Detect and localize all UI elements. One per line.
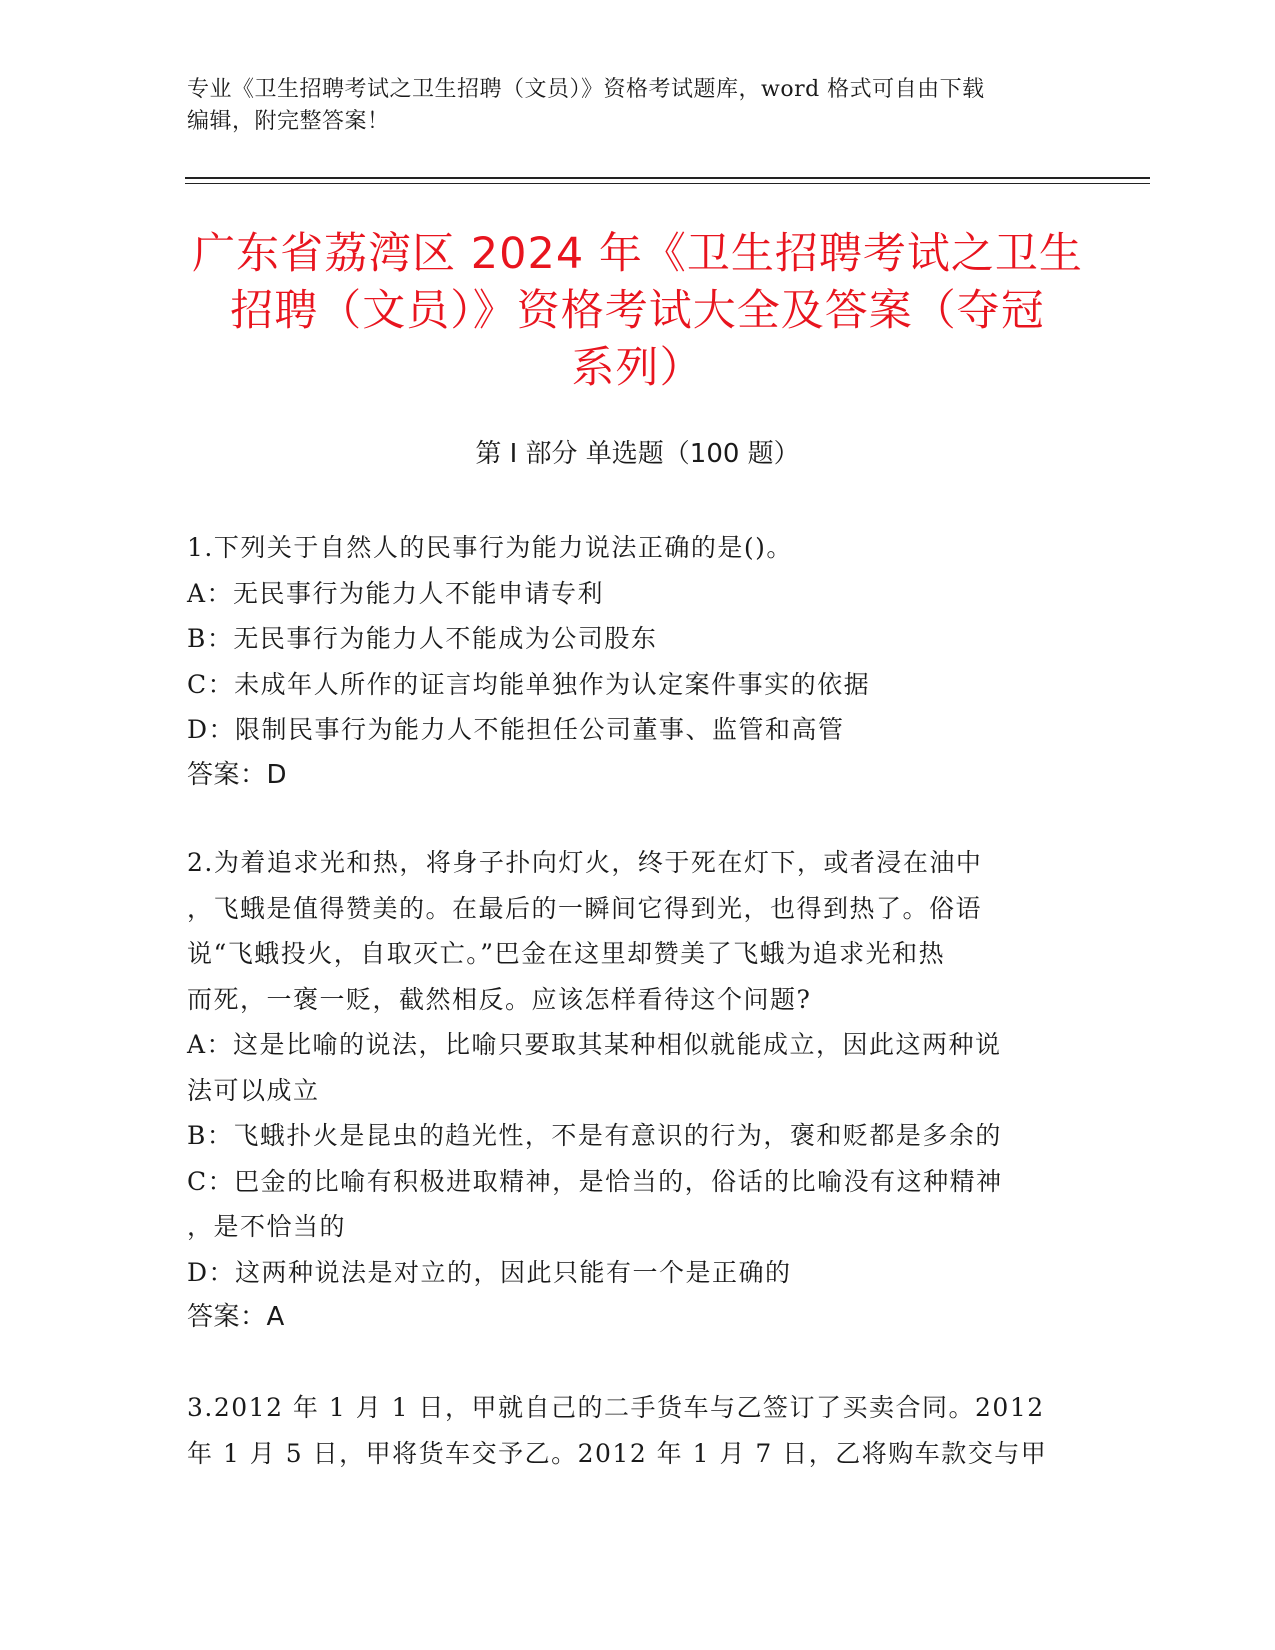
option-c: C：巴金的比喻有积极进取精神，是恰当的，俗话的比喻没有这种精神 [187,1166,1003,1196]
question-2 [187,840,1067,1341]
question-1 [187,525,1067,798]
title-line: 系列） [571,343,704,393]
question-stem: 1.下列关于自然人的民事行为能力说法正确的是()。 [187,533,793,562]
question-3 [187,1385,1067,1476]
answer: 答案：D [187,759,288,790]
question-stem: 而死，一褒一贬，截然相反。应该怎样看待这个问题? [187,984,812,1014]
option-d: D：限制民事行为能力人不能担任公司董事、监管和高管 [187,715,845,744]
header-note-line: 编辑，附完整答案！ [187,109,390,134]
answer: 答案：A [187,1302,285,1332]
option-d: D：这两种说法是对立的，因此只能有一个是正确的 [187,1257,792,1287]
option-c: ，是不恰当的 [187,1212,347,1241]
header-divider [185,177,1150,179]
title-line: 广东省荔湾区 2024 年《卫生招聘考试之卫生 [192,229,1083,279]
question-stem: ，飞蛾是值得赞美的。在最后的一瞬间它得到光，也得到热了。俗语 [187,893,983,923]
option-a: A：这是比喻的说法，比喻只要取其某种相似就能成立，因此这两种说 [187,1030,1002,1059]
header-note [187,74,1087,138]
header-divider [185,183,1150,184]
title-line: 招聘（文员）》资格考试大全及答案（夺冠 [230,286,1045,336]
question-stem: 说“飞蛾投火，自取灭亡。”巴金在这里却赞美了飞蛾为追求光和热 [187,939,946,968]
header-note-line: 专业《卫生招聘考试之卫生招聘（文员）》资格考试题库，word 格式可自由下载 [187,77,985,102]
option-a: 法可以成立 [187,1075,320,1105]
section-heading: 第 I 部分 单选题（100 题） [475,439,800,469]
document-title [150,226,1125,397]
option-b: B：飞蛾扑火是昆虫的趋光性，不是有意识的行为，褒和贬都是多余的 [187,1121,1002,1150]
option-c: C：未成年人所作的证言均能单独作为认定案件事实的依据 [187,669,871,699]
option-b: B：无民事行为能力人不能成为公司股东 [187,624,658,653]
question-stem: 2.为着追求光和热，将身子扑向灯火，终于死在灯下，或者浸在油中 [187,848,983,877]
question-stem: 3.2012 年 1 月 1 日，甲就自己的二手货车与乙签订了买卖合同。2012 [187,1393,1045,1422]
question-stem: 年 1 月 5 日，甲将货车交予乙。2012 年 1 月 7 日，乙将购车款交与甲 [187,1438,1048,1468]
option-a: A：无民事行为能力人不能申请专利 [187,578,605,608]
